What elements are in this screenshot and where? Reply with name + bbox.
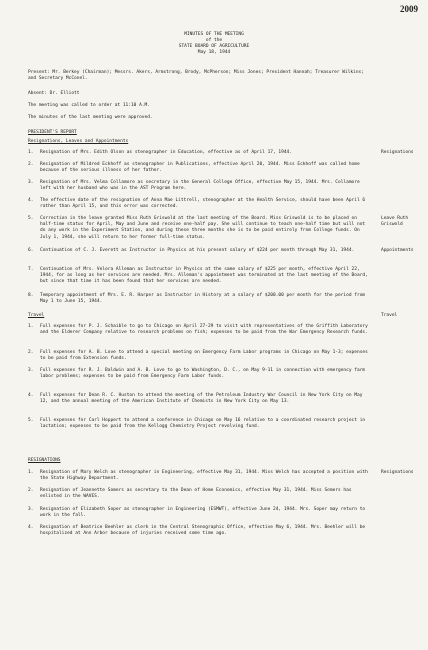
- list-item: [28, 470, 373, 482]
- list-item: [28, 248, 373, 254]
- minutes-approved: The minutes of the last meeting were approved.: [28, 115, 153, 120]
- item-text: Full expenses for R. J. Baldwin and A. B. Love to go to Washington, D. C., on May 9-11 in connection with emergency farm labor problems; expenses to be paid from Emergency Farm Labor funds.: [40, 368, 366, 380]
- item-text: Continuation of Mrs. Velora Alleman as Instructor in Physics at the same salary of $225 per month, effective April 22, 1944, for as long as her services are needed. Mrs. Alleman's appointment was terminated at the last meeting of the Board, but since that time it has been found that her services are needed.: [40, 267, 368, 285]
- margin-note-resignations: Resignations: [381, 150, 414, 155]
- item-number: 3.: [28, 368, 34, 373]
- header-line: of the: [205, 38, 223, 44]
- margin-note-travel: Travel: [381, 313, 398, 318]
- margin-note-resignations-2: Resignations: [381, 470, 414, 475]
- item-number: 1.: [28, 470, 34, 475]
- item-text: Resignation of Beatrice Beehler as clerk in the Central Stenographic Office, effective May 6, 1944. Mrs. Beehler will be hospitalized at Ann Arbor because of injuries received some time ago.: [40, 525, 366, 537]
- list-item: [28, 150, 373, 156]
- item-text: Full expenses for A. B. Love to attend a special meeting on Emergency Farm Labor programs in Chicago on May 1-3; expenses to be paid from Extension funds.: [40, 350, 368, 362]
- item-number: 4.: [28, 393, 34, 398]
- item-text: Correction in the leave granted Miss Ruth Griswold at the last meeting of the Board. Miss Griswold is to be placed on half-time status for April, May and June and receive one-half pay. She will continue to teach one-half time but will not do any work in the Experiment Station, and during these three months she is to be paid entirely from College funds. On July 1, 1944, she will return to her former full-time status.: [40, 216, 366, 240]
- item-text: Resignation of Jeannette Somers as secretary to the Dean of Home Economics, effective May 31, 1944. Miss Somers has enlisted in the WAVES.: [40, 488, 352, 500]
- item-number: 2.: [28, 350, 34, 355]
- header-line: MINUTES OF THE MEETING: [184, 32, 244, 37]
- list-item: [28, 507, 373, 519]
- margin-note-leave: Leave Ruth Griswold: [381, 216, 409, 228]
- list-item: [28, 293, 373, 305]
- list-item: [28, 368, 373, 380]
- item-number: 4.: [28, 198, 34, 203]
- list-item: [28, 393, 373, 405]
- list-item: [28, 488, 373, 500]
- page-number: 2009: [400, 4, 418, 14]
- called-to-order: The meeting was called to order at 11:10 A.M.: [28, 103, 150, 108]
- item-number: 1.: [28, 150, 34, 155]
- resignations-leaves-heading: Resignations, Leaves and Appointments: [28, 139, 129, 144]
- list-item: [28, 525, 373, 537]
- item-number: 3.: [28, 507, 34, 512]
- item-text: Continuation of C. J. Everett as Instructor in Physics at his present salary of $224 per month through May 31, 1944.: [40, 248, 355, 253]
- list-item: [28, 418, 373, 430]
- list-item: [28, 180, 373, 192]
- item-number: 5.: [28, 216, 34, 221]
- resignations-heading: RESIGNATIONS: [28, 458, 61, 463]
- absent: Absent: Dr. Elliott: [28, 91, 80, 96]
- header-line: May 18, 1944: [197, 50, 231, 56]
- item-number: 7.: [28, 267, 34, 272]
- item-text: Resignation of Mildred Eckhoff as stenographer in Publications, effective April 20, 1944. Miss Eckhoff was called home because of the serious illness of her father.: [40, 162, 360, 174]
- item-text: Resignation of Mrs. Edith Olson as stenographer in Education, effective as of April 17, 1944.: [40, 150, 292, 155]
- item-text: Resignation of Elizabeth Soper as stenographer in Engineering (ESMWT), effective June 24, 1944. Mrs. Soper may return to work in the fall.: [40, 507, 366, 519]
- item-number: 4.: [28, 525, 34, 530]
- item-text: Resignation of Mary Welch as stenographer in Engineering, effective May 31, 1944. Miss Welch has accepted a position with the State Highway Department.: [40, 470, 368, 482]
- item-number: 2.: [28, 488, 34, 493]
- list-item: [28, 324, 373, 336]
- item-number: 2.: [28, 162, 34, 167]
- item-text: Resignation of Mrs. Velma Collamore as secretary in the General College Office, effective May 15, 1944. Mrs. Collamore left with her husband who was in the AST Program here.: [40, 180, 360, 192]
- item-text: Full expenses for Dean R. C. Huston to attend the meeting of the Petroleum Industry War Council in New York City on May 12, and the annual meeting of the American Institute of Chemists in New York City on May 13.: [40, 393, 363, 405]
- item-text: Full expenses for P. J. Schaible to go to Chicago on April 27-29 to visit with representatives of the Griffith Laboratory and the Elderer Company relative to research problems on fish; expenses to be paid from the War Emergency Research funds.: [40, 324, 368, 336]
- header: [0, 32, 428, 56]
- item-text: Temporary appointment of Mrs. E. R. Harper as Instructor in History at a salary of $200.00 per month for the period from May 1 to June 15, 1944.: [40, 293, 366, 305]
- item-number: 5.: [28, 418, 34, 423]
- present: Present: Mr. Berkey (Chairman); Messrs. Akers, Armstrong, Brody, McPherson; Miss Jones; President Hannah; Treasurer Wilkins; and Secretary McConel.: [28, 70, 364, 82]
- item-text: The effective date of the resignation of Anna Mae Littrell, stenographer at the Health Service, should have been April 6 rather than April 15, and this error was corrected.: [40, 198, 366, 210]
- item-number: 8.: [28, 293, 34, 298]
- item-number: 3.: [28, 180, 34, 185]
- margin-note-appointments: Appointments: [381, 248, 414, 253]
- item-number: 1.: [28, 324, 34, 329]
- item-number: 6.: [28, 248, 34, 253]
- list-item: [28, 350, 373, 362]
- list-item: [28, 216, 373, 241]
- item-text: Full expenses for Carl Hoppert to attend a conference in Chicago on May 16 relative to a coordinated research project in lactation; expenses to be paid from the Kellogg Chemistry Project revolving fund.: [40, 418, 366, 430]
- list-item: [28, 198, 373, 210]
- header-line: STATE BOARD OF AGRICULTURE: [178, 44, 250, 50]
- list-item: [28, 162, 373, 174]
- presidents-report-heading: PRESIDENT'S REPORT: [28, 130, 77, 135]
- travel-heading: Travel: [28, 313, 45, 318]
- list-item: [28, 267, 373, 286]
